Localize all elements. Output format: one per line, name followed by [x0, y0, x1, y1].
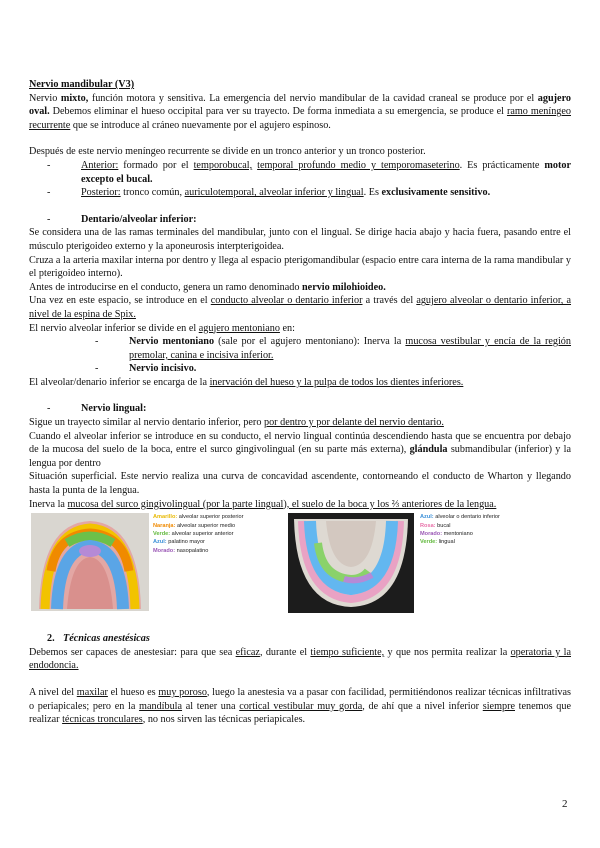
dentario-p6: El alveolar/denario inferior se encarga de la inervación del hueso y la pulpa de todos los dientes inferiores. — [29, 376, 464, 388]
list-item-anterior: - Anterior: formado por el temporobucal, temporal profundo medio y temporomaseterino. Es prácticamente motor excepto el bucal. — [47, 159, 571, 185]
lingual-p3: Situación superficial. Este nervio realiza una curva de concavidad ascendente, contorneando el conducto de Wharton y llegando hasta la punta de la lengua. — [29, 471, 571, 497]
tecnicas-p1: Debemos ser capaces de anestesiar: para que sea eficaz, durante el tiempo suficiente, y que nos permita realizar la operatoria y la endodoncia. — [29, 646, 571, 672]
list-item-incisivo: - Nervio incisivo. — [95, 363, 197, 375]
lingual-p4: Inerva la mucosa del surco gingivolingual (por la parte lingual), el suelo de la boca y los ⅔ anteriores de la lengua. — [29, 498, 497, 510]
legend-item: Rosa: bucal — [420, 522, 451, 529]
lower-jaw-illustration — [288, 513, 414, 613]
dentario-p2: Cruza a la arteria maxilar interna por dentro y llega al espacio pterigomandibular (espacio entre cara interna de la rama mandibular y el pterigoideo interno). — [29, 254, 571, 280]
upper-jaw-illustration — [31, 513, 149, 611]
upper-legend — [153, 513, 243, 555]
figures-row — [29, 513, 571, 626]
legend-item: Amarillo: alveolar superior posterior — [153, 514, 244, 521]
page-title: Nervio mandibular (V3) — [29, 79, 135, 90]
dentario-p1: Se considera una de las ramas terminales del mandibular, junto con el lingual. Se dirige hacia abajo y hacia fuera, pasando entre el músculo pterigoideo externo y la aponeurosis interpterigoidea. — [29, 227, 571, 252]
lingual-p1: Sigue un trayecto similar al nervio dentario inferior, pero por dentro y por delante del nervio dentario. — [29, 417, 444, 429]
lower-legend — [420, 513, 500, 547]
legend-item: Naranja: alveolar superior medio — [153, 522, 236, 529]
dentario-p4: Una vez en este espacio, se introduce en el conducto alveolar o dentario inferior a través del agujero alveolar o dentario inferior, a nivel de la espina de Spix. — [29, 295, 572, 320]
division-paragraph: Después de este nervio meníngeo recurrente se divide en un tronco anterior y un tronco posterior. — [29, 146, 426, 158]
legend-item: Verde: alveolar superior anterior — [153, 531, 234, 538]
tecnicas-p2: A nivel del maxilar el hueso es muy poroso, luego la anestesia va a pasar con facilidad, permitiéndonos realizar técnicas infiltrativas o periapicales; pero en la mandíbula al tener una cortical vestibular muy gorda, de ahí que a nivel inferior siempre tenemos que realizar técnicas tronculares, no nos sirven las técnicas periapicales. — [29, 687, 572, 726]
heading-lingual: - Nervio lingual: — [47, 403, 147, 415]
intro-paragraph: Nervio mixto, función motora y sensitiva. La emergencia del nervio mandibular de la cavidad craneal se produce por el agujero oval. Debemos eliminar el hueso occipital para ver su trayecto. De forma inmediata a su emergencia, se produce el ramo meníngeo recurrente que se introduce al cráneo nuevamente por el agujero espinoso. — [29, 92, 571, 131]
dentario-p5: El nervio alveolar inferior se divide en el agujero mentoniano en: — [29, 322, 295, 334]
legend-item: Morado: nasopalatino — [153, 547, 209, 554]
page-number: 2 — [562, 798, 568, 810]
legend-item: Morado: mentoniano — [420, 531, 473, 538]
heading-dentario: - Dentario/alveolar inferior: — [47, 213, 197, 225]
legend-item: Azul: palatino mayor — [153, 539, 205, 546]
legend-item: Verde: lingual — [420, 539, 455, 546]
heading-tecnicas: 2. Técnicas anestésicas — [47, 633, 150, 645]
dentario-p3: Antes de introducirse en el conducto, genera un ramo denominado nervio milohioideo. — [29, 281, 386, 293]
legend-item: Azul: alveolar o dentario inferior — [420, 514, 500, 521]
page-content — [29, 78, 571, 727]
lingual-p2: Cuando el alveolar inferior se introduce en su conducto, el nervio lingual continúa descendiendo hasta que se encuentra por debajo de la mucosa del suelo de la boca, entre el surco gingivolingual (en su parte más externa), glándula submandibular (inferior) y la lengua por dentro — [29, 430, 571, 469]
list-item-posterior: - Posterior: tronco común, auriculotemporal, alveolar inferior y lingual. Es exclusivamente sensitivo. — [47, 187, 491, 199]
list-item-mentoniano: - Nervio mentoniano (sale por el agujero mentoniano): Inerva la mucosa vestibular y encía de la región premolar, canina e incisiva inferior. — [95, 336, 571, 361]
